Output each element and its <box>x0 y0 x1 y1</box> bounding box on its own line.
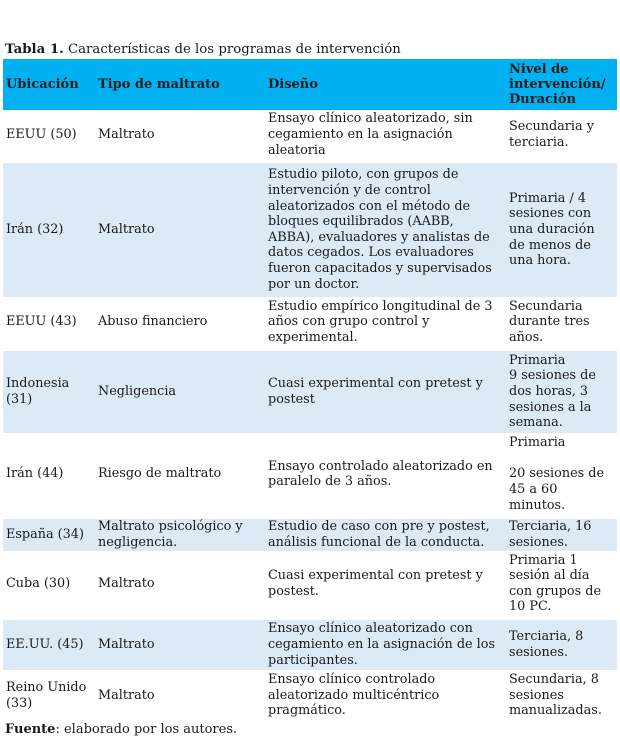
cell-diseno: Ensayo clínico controlado aleatorizado multicéntrico pragmático. <box>268 672 440 719</box>
cell-diseno: Estudio empírico longitudinal de 3 años con grupo control y experimental. <box>268 298 493 346</box>
cell-diseno: Cuasi experimental con pretest y postest <box>265 349 506 433</box>
cell-nivel: Primaria 1 sesión al día con grupos de 10 PC. <box>509 552 602 615</box>
table-row <box>3 297 617 349</box>
caption-text: Características de los programas de intervención <box>63 42 401 57</box>
cell-ubicacion: Irán (32) <box>3 161 95 297</box>
cell-tipo: Maltrato <box>98 575 155 591</box>
cell-ubicacion: EEUU (50) <box>6 126 77 142</box>
table-row <box>3 670 617 721</box>
table-header-row <box>3 59 617 110</box>
table-caption <box>5 42 401 57</box>
table-row <box>3 161 617 297</box>
footer-label: Fuente <box>5 722 56 737</box>
caption-label: Tabla 1. <box>5 42 64 57</box>
cell-tipo: Maltrato psicológico y negligencia. <box>95 517 265 551</box>
table-row <box>3 433 617 517</box>
cell-diseno: Estudio piloto, con grupos de intervención y de control aleatorizados con el método de bloques equilibrados (AABB, ABBA), evaluadores y analistas de datos cegados. Los evaluadores fueron capacitados y supervisados por un doctor. <box>265 161 506 297</box>
cell-ubicacion: EEUU (43) <box>6 314 77 330</box>
table-row <box>3 349 617 433</box>
cell-ubicacion: Indonesia (31) <box>3 349 95 433</box>
cell-diseno: Ensayo controlado aleatorizado en paralelo de 3 años. <box>268 458 493 490</box>
cell-tipo: Maltrato <box>98 687 155 703</box>
header-ubicacion: Ubicación <box>3 59 95 110</box>
cell-tipo: Maltrato <box>98 126 155 142</box>
header-nivel-duracion: Nivel de intervención/ Duración <box>506 59 617 110</box>
header-tipo-maltrato: Tipo de maltrato <box>95 59 265 110</box>
cell-nivel: Terciaria, 8 sesiones. <box>506 618 617 670</box>
cell-nivel: Primaria / 4 sesiones con una duración de menos de una hora. <box>506 161 617 297</box>
footer-text: : elaborado por los autores. <box>55 722 238 737</box>
cell-ubicacion: Reino Unido (33) <box>6 679 87 711</box>
cell-diseno: Estudio de caso con pre y postest, análisis funcional de la conducta. <box>265 517 506 551</box>
cell-ubicacion: Cuba (30) <box>6 575 71 591</box>
table-source-note <box>5 722 237 737</box>
cell-nivel: Secundaria durante tres años. <box>509 298 590 346</box>
table-row <box>3 551 617 618</box>
cell-diseno: Ensayo clínico aleatorizado con cegamiento en la asignación de los participantes. <box>265 618 506 670</box>
cell-tipo: Abuso financiero <box>98 314 208 330</box>
cell-tipo: Maltrato <box>95 161 265 297</box>
cell-tipo: Maltrato <box>95 618 265 670</box>
table-row <box>3 618 617 670</box>
cell-diseno: Cuasi experimental con pretest y postest. <box>268 568 483 599</box>
cell-nivel: Secundaria y terciaria. <box>509 119 594 150</box>
cell-tipo: Negligencia <box>95 349 265 433</box>
interventions-table <box>3 59 617 721</box>
cell-nivel: Primaria 9 sesiones de dos horas, 3 sesiones a la semana. <box>506 349 617 433</box>
cell-ubicacion: España (34) <box>3 517 95 551</box>
cell-diseno: Ensayo clínico aleatorizado, sin cegamiento en la asignación aleatoria <box>268 111 473 158</box>
table-row <box>3 110 617 161</box>
cell-ubicacion: Irán (44) <box>6 466 64 482</box>
cell-ubicacion: EE.UU. (45) <box>3 618 95 670</box>
cell-tipo: Riesgo de maltrato <box>98 466 222 482</box>
cell-nivel: Primaria 20 sesiones de 45 a 60 minutos. <box>509 435 605 513</box>
cell-nivel: Secundaria, 8 sesiones manualizadas. <box>509 672 602 719</box>
table-row <box>3 517 617 551</box>
header-diseno: Diseño <box>265 59 506 110</box>
cell-nivel: Terciaria, 16 sesiones. <box>506 517 617 551</box>
